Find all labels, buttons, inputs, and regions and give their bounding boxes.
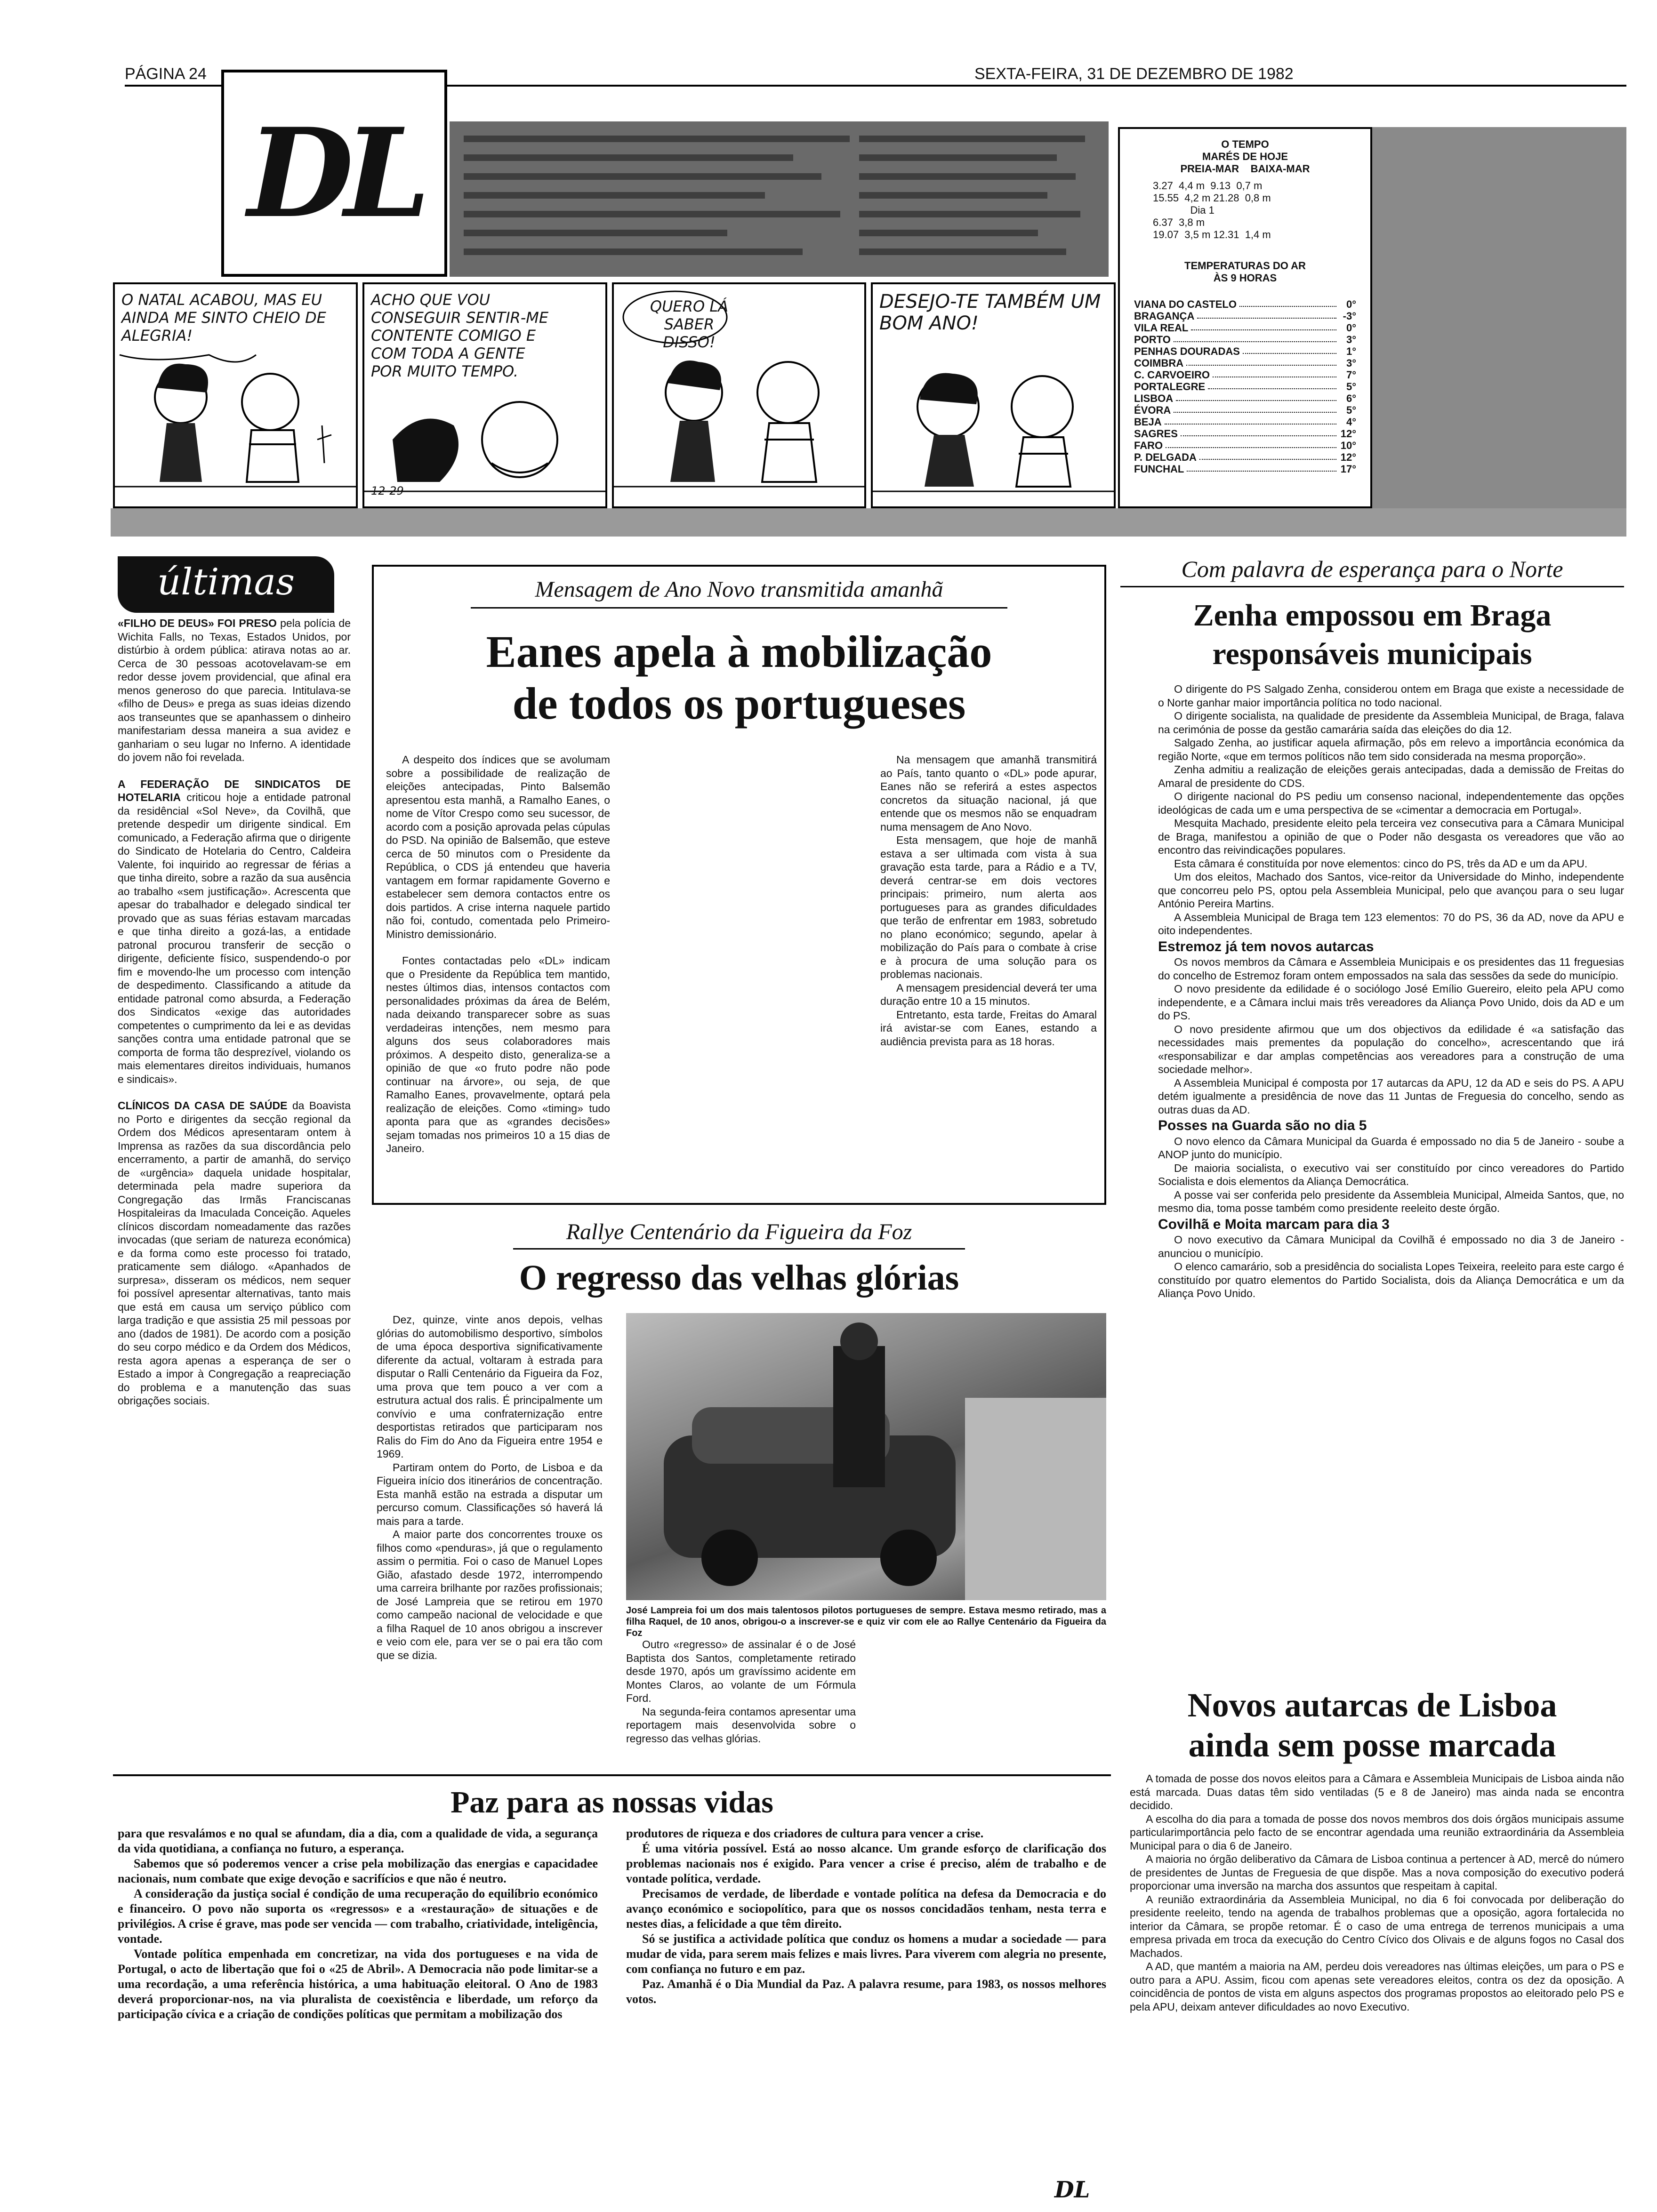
lisboa-paragraph: A reunião extraordinária da Assembleia Municipal, no dia 6 foi convocada por deliberação do presidente reeleito, tendo na agenda de trabalhos problemas que a oposição, agora fortalecida no interior da Câmara, se propõe retomar. É o caso de uma entrega de terrenos municipais a uma empresa privada em troca da execução do Centro Cívico dos Olivais e de alguns fogos no Casal dos Machados.	[1130, 1893, 1624, 1959]
lisboa-paragraph: A escolha do dia para a tomada de posse dos novos membros dos dois órgãos municipais assume particularimportância pelo facto de se encontrar agendada uma reunião extraordinária da Assembleia Municipal para o dia 6 de Janeiro.	[1130, 1812, 1624, 1852]
paz-paragraph: Só se justifica a actividade política que conduz os homens a mudar a sociedade — para mudar de vida, para serem mais felizes e mais livres. Para viverem com alegria no presente, com confiança no futuro e em paz.	[626, 1932, 1106, 1976]
lisboa-paragraph: A AD, que mantém a maioria na AM, perdeu dois vereadores nas últimas eleições, um para o PS e outro para a APU. Assim, ficou com apenas sete vereadores eleitos, contra os dez da oposição. A coincidência de pontos de vista em alguns aspectos dos programas propostos ao eleitorado pelo PS e pela APU, deixam antever dificuldades ao novo Executivo.	[1130, 1960, 1624, 2013]
lisboa-column	[1130, 1772, 1624, 2196]
zenha-paragraph: O novo executivo da Câmara Municipal da Covilhã é empossado no dia 3 de Janeiro - anunciou o município.	[1158, 1234, 1624, 1259]
weather-title: O TEMPO	[1221, 138, 1269, 150]
temp-row: C. CARVOEIRO 7°	[1134, 369, 1356, 381]
zenha-paragraph: O elenco camarário, sob a presidência do socialista Lopes Teixeira, reeleito para este cargo é constituído por quatro elementos do Partido Socialista, dois da Aliança Democrática e um da Aliança Povo Unido.	[1158, 1260, 1624, 1299]
paz-top-rule	[113, 1774, 1111, 1776]
eanes-paragraph: Fontes contactadas pelo «DL» indicam que o Presidente da República tem mantido, nestes últimos dias, intensos contactos com personalidades próximas da área de Belém, nada deixando transparecer sobre as suas verdadeiras intenções, nem mesmo para alguns dos seus colaboradores mais próximos. A despeito disto, generaliza-se a opinião de que «o fruto podre não pode continuar na árvore», ou seja, de que Ramalho Eanes, provavelmente, optará pela realização de eleições. Como «timing» tudo aponta para que as «grandes decisões» sejam tomadas nos primeiros 10 a 15 dias de Janeiro.	[386, 954, 610, 1154]
temp-row: BEJA 4°	[1134, 416, 1356, 428]
temp-row: PENHAS DOURADAS 1°	[1134, 345, 1356, 357]
temp-row: ÉVORA 5°	[1134, 404, 1356, 416]
tide-row: 3.27 4,4 m 9.13 0,7 m	[1153, 180, 1263, 192]
zenha-kicker: Com palavra de esperança para o Norte	[1181, 556, 1563, 582]
paz-col-1	[118, 1826, 598, 2203]
paz-paragraph: A consideração da justiça social é condição de uma recuperação do equilíbrio económico e financeiro. O povo não suporta os «regressos» e a «restauração» de situações e de privilégios. A crise é grave, mas pode ser vencida — com trabalho, criatividade, inteligência, vontade.	[118, 1887, 598, 1946]
temp-row: VILA REAL 0°	[1134, 322, 1356, 334]
rallye-paragraph: Outro «regresso» de assinalar é o de José Baptista dos Santos, completamente retirado desde 1970, após um gravíssimo acidente em Montes Claros, ao volante de um Fórmula Ford.	[626, 1638, 856, 1704]
temp-row: BRAGANÇA -3°	[1134, 310, 1356, 322]
temps-list	[1134, 298, 1356, 475]
zenha-paragraph: O novo presidente afirmou que um dos objectivos da edilidade é «a satisfação das necessidades mais prementes da população do concelho», acrescentando que irá «responsabilizar e dar amplas competências aos vereadores para a construção de uma sociedade melhor».	[1158, 1023, 1624, 1075]
zenha-headline-2: responsáveis municipais	[1212, 637, 1532, 671]
tide-row: 15.55 4,2 m 21.28 0,8 m	[1153, 192, 1271, 204]
eanes-paragraph: A mensagem presidencial deverá ter uma duração entre 10 a 15 minutos.	[880, 981, 1097, 1007]
masthead-logo	[221, 70, 447, 277]
zenha-paragraph: A posse vai ser conferida pelo presidente da Assembleia Municipal, Almeida Santos, que, no mesmo dia, toma posse também como presidente reeleito deste órgão.	[1158, 1188, 1624, 1214]
paz-paragraph: Paz. Amanhã é o Dia Mundial da Paz. A palavra resume, para 1983, os nossos melhores votos.	[626, 1977, 1106, 2006]
masthead-info-block	[450, 121, 1109, 277]
zenha-paragraph: O novo elenco da Câmara Municipal da Guarda é empossado no dia 5 de Janeiro - soube a ANOP junto do município.	[1158, 1135, 1624, 1161]
rallye-photo-shapes	[626, 1313, 1106, 1600]
zenha-paragraph: O dirigente do PS Salgado Zenha, considerou ontem em Braga que existe a necessidade de o Norte ganhar maior importância política no todo nacional.	[1158, 683, 1624, 709]
eanes-headline-1: Eanes apela à mobilização	[486, 626, 992, 677]
comic-panel-4	[871, 282, 1116, 508]
paz-col-2	[626, 1826, 1106, 2174]
temps-title: TEMPERATURAS DO AR	[1184, 260, 1306, 272]
eanes-kicker: Mensagem de Ano Novo transmitida amanhã	[535, 577, 943, 602]
zenha-paragraph: Salgado Zenha, ao justificar aquela afirmação, pôs em relevo a importância económica da região Norte, «que em termos políticos não tem sido considerada na mesma proporção».	[1158, 737, 1624, 762]
rallye-headline: O regresso das velhas glórias	[519, 1258, 959, 1298]
eanes-col-2	[880, 753, 1097, 1195]
zenha-column	[1158, 682, 1624, 1666]
zenha-subhead-estremoz: Estremoz já tem novos autarcas	[1158, 938, 1374, 954]
ultimas-lead-2: A FEDERAÇÃO DE SINDICATOS DE HOTELARIA	[118, 777, 351, 803]
tides-table	[1153, 180, 1356, 241]
rallye-paragraph: A maior parte dos concorrentes trouxe os filhos como «penduras», já que o regulamento assim o permitia. Foi o caso de Manuel Lopes Gião, afastado desde 1972, interrompendo uma carreira brilhante por razões profissionais; de José Lampreia que se retirou em 1970 como campeão nacional de velocidade e que a filha Raquel de 10 anos obrigou a inscrever e veio com ele, para ver se o pai era tão com que se dizia.	[377, 1528, 603, 1661]
zenha-paragraph: De maioria socialista, o executivo vai ser constituído por cinco vereadores do Partido Socialista e dois elementos da Aliança Democrática.	[1158, 1162, 1624, 1187]
rallye-paragraph: Partiram ontem do Porto, de Lisboa e da Figueira início dos itinerários de concentração. Esta manhã estão na estrada a disputar um percurso comum. Classificações só haverá lá mais para a tarde.	[377, 1461, 603, 1527]
tides-columns: PREIA-MAR BAIXA-MAR	[1180, 163, 1310, 175]
comic-date: 12-29	[371, 484, 404, 497]
temp-row: P. DELGADA 12°	[1134, 451, 1356, 463]
comic-balloon-1: O NATAL ACABOU, MAS EU AINDA ME SINTO CHEIO DE ALEGRIA!	[121, 291, 326, 345]
temp-row: PORTALEGRE 5°	[1134, 381, 1356, 393]
temp-row: SAGRES 12°	[1134, 428, 1356, 440]
eanes-kicker-rule	[471, 607, 1007, 609]
comic-balloon-3: QUERO LÁ SABER DISSO!	[650, 297, 729, 351]
ultimas-text-2: criticou hoje a entidade patronal da residêncial «Sol Neve», da Covilhã, que pretende despedir um dirigente sindical. Em comunicado, a Federação afirma que o dirigente do Sindicato de Hotelaria do Centro, Caldeira Valente, foi inquirido ao regressar de férias a que tinha direito, sobre a razão da sua ausência ao trabalho «sem justificação». Acrescenta que apesar do trabalhador e delegado sindical ter provado que as suas férias estavam marcadas e que tinha direito a gozá-las, a entidade patronal procurou transferir de secção o dirigente, deficiente físico, suspendendo-o por fim e movendo-lhe um processo com intenção de despedimento. Classificando a atitude da entidade patronal como absurda, a Federação dos Sindicatos «exige das autoridades competentes o cumprimento da lei e as devidas sanções contra uma entidade patronal que se comporta de forma tão desprezível, violando os mais elementares direitos individuais, humanos e sindicais».	[118, 791, 351, 1085]
eanes-headline-2: de todos os portugueses	[512, 678, 966, 729]
temp-row: LISBOA 6°	[1134, 393, 1356, 404]
page-date: SEXTA-FEIRA, 31 DE DEZEMBRO DE 1982	[974, 65, 1294, 83]
eanes-paragraph: Entretanto, esta tarde, Freitas do Amaral irá avistar-se com Eanes, estando a audiência prevista para as 18 horas.	[880, 1008, 1097, 1048]
tide-row: 19.07 3,5 m 12.31 1,4 m	[1153, 229, 1271, 240]
zenha-subhead-covilha: Covilhã e Moita marcam para dia 3	[1158, 1216, 1390, 1232]
temps-subtitle: ÀS 9 HORAS	[1213, 272, 1277, 284]
temp-row: VIANA DO CASTELO 0°	[1134, 298, 1356, 310]
rallye-photo	[626, 1313, 1106, 1600]
weather-box	[1118, 127, 1372, 508]
temp-row: PORTO 3°	[1134, 334, 1356, 345]
ultimas-title: últimas	[118, 556, 334, 613]
temp-row: FUNCHAL 17°	[1134, 463, 1356, 475]
tides-title: MARÉS DE HOJE	[1202, 151, 1288, 162]
paz-signature-logo: DL	[1054, 2177, 1090, 2203]
lisboa-headline-1: Novos autarcas de Lisboa	[1187, 1686, 1557, 1724]
zenha-paragraph: Um dos eleitos, Machado dos Santos, vice-reitor da Universidade do Minho, independente que concorreu pelo PS, optou pela Assembleia Municipal, pelo que avançou para o seu lugar António Pereira Martins.	[1158, 871, 1624, 910]
zenha-paragraph: Os novos membros da Câmara e Assembleia Municipais e os presidentes das 11 freguesias do concelho de Estremoz foram ontem empossados na sala das sessões da sede do município.	[1158, 956, 1624, 982]
page-number: PÁGINA 24	[125, 65, 207, 83]
rallye-photo-caption: José Lampreia foi um dos mais talentosos pilotos portugueses de sempre. Estava mesmo retirado, mas a filha Raquel, de 10 anos, obrigou-o a inscrever-se e quiz vir com ele ao Rallye Centenário da Figueira da Foz	[626, 1605, 1106, 1638]
zenha-paragraph: Esta câmara é constituída por nove elementos: cinco do PS, três da AD e um da APU.	[1174, 857, 1588, 870]
zenha-paragraph: Mesquita Machado, presidente eleito pela terceira vez consecutiva para a Câmara Municipal de Braga, manifestou a opinião de que o Poder não desgasta os vereadores que vão ao encontro das reivindicações populares.	[1158, 817, 1624, 856]
lisboa-paragraph: A maioria no órgão deliberativo da Câmara de Lisboa continua a pertencer à AD, mercê do número de presidentes de Juntas de Freguesia de que dispõe. Mas a nova composição do executivo poderá proporcionar uma inversão na marcha dos assuntos que respeitam à capital.	[1130, 1853, 1624, 1892]
zenha-paragraph: A Assembleia Municipal é composta por 17 autarcas da APU, 12 da AD e seis do PS. A APU detém igualmente a presidência de nove das 11 Juntas de Freguesia do concelho, sendo as outras duas da AD.	[1158, 1076, 1624, 1116]
lisboa-headline-2: ainda sem posse marcada	[1188, 1726, 1556, 1764]
zenha-subhead-guarda: Posses na Guarda são no dia 5	[1158, 1118, 1367, 1133]
dl-logo: DL	[247, 101, 421, 245]
comic-panel-1	[113, 282, 358, 508]
zenha-kicker-rule	[1120, 586, 1624, 587]
lisboa-paragraph: A tomada de posse dos novos eleitos para a Câmara e Assembleia Municipais de Lisboa ainda não está marcada. Duas datas têm sido ventiladas (5 e 8 de Janeiro) mas ainda nada se encontra decidido.	[1130, 1772, 1624, 1811]
comic-panel-2	[362, 282, 607, 508]
ultimas-lead-1: «FILHO DE DEUS» FOI PRESO	[118, 617, 277, 629]
rallye-kicker-rule	[513, 1248, 965, 1250]
eanes-paragraph: Esta mensagem, que hoje de manhã estava a ser ultimada com vista à sua gravação esta tarde, para a Rádio e a TV, deverá centrar-se em dois vectores principais: primeiro, num alerta aos portugueses para as grandes dificuldades que terão de enfrentar em 1983, sobretudo no plano económico; segundo, apelar à mobilização do País para o combate à crise e à procura de uma solução para os problemas nacionais.	[880, 834, 1097, 980]
rallye-col-1	[377, 1313, 603, 1765]
paz-headline: Paz para as nossas vidas	[450, 1785, 773, 1819]
ultimas-column	[118, 617, 351, 1774]
rallye-col-2	[626, 1638, 1106, 1770]
eanes-paragraph: Na mensagem que amanhã transmitirá ao País, tanto quanto o «DL» pode apurar, Eanes não se referirá a estes aspectos concretos da situação nacional, já que entende que os mesmos não se enquadram numa mensagem de Ano Novo.	[880, 753, 1097, 833]
paz-paragraph: Vontade política empenhada em concretizar, na vida dos portugueses e na vida de Portugal, o acto de libertação que foi o «25 de Abril». A Democracia não pode limitar-se a uma recordação, a uma referência histórica, a uma habituação eleitoral. O Ano de 1983 deverá proporcionar-nos, na via pluralista de coexistência e liberdade, um reforço da participação cívica e a criação de condições políticas que permitam a mobilização dos	[118, 1947, 598, 2021]
comic-balloon-2: ACHO QUE VOU CONSEGUIR SENTIR-ME CONTENTE COMIGO E COM TODA A GENTE POR MUITO TEMPO.	[371, 291, 549, 380]
ultimas-lead-3: CLÍNICOS DA CASA DE SAÚDE	[118, 1099, 288, 1112]
eanes-paragraph: A despeito dos índices que se avolumam sobre a possibilidade de realização de eleições antecipadas, Pinto Balsemão apresentou esta manhã, a Ramalho Eanes, o nome de Vítor Crespo como seu sucessor, de acordo com a posição aprovada pelas cúpulas do PSD. Na opinião de Balsemão, que esteve cerca de 50 minutos com o Presidente da República, o CDS já entendeu que haveria vantagem em formar rapidamente Governo e estabelecer sem demora contactos entre os dois partidos. A crise interna naquele partido não foi, contudo, comentada pelo Primeiro-Ministro demissionário.	[386, 753, 610, 940]
banner-bottom-shade	[111, 508, 1626, 537]
zenha-headline-1: Zenha empossou em Braga	[1193, 598, 1552, 633]
comic-panel-3	[612, 282, 866, 508]
paz-paragraph: Precisamos de verdade, de liberdade e vontade política na defesa da Democracia e do avanço económico e sociopolítico, para que os nossos concidadãos tenham, nesta terra e nestes dias, a felicidade a que têm direito.	[626, 1887, 1106, 1931]
paz-paragraph: produtores de riqueza e dos criadores de cultura para vencer a crise.	[626, 1827, 984, 1840]
comic-balloon-4: DESEJO-TE TAMBÉM UM BOM ANO!	[879, 291, 1101, 334]
rallye-paragraph: Na segunda-feira contamos apresentar uma reportagem mais desenvolvida sobre o regresso das velhas glórias.	[626, 1705, 856, 1745]
eanes-col-1	[386, 753, 857, 1195]
zenha-paragraph: Zenha admitiu a realização de eleições gerais antecipadas, dada a demissão de Freitas do Amaral de presidente do CDS.	[1158, 763, 1624, 789]
zenha-paragraph: O novo presidente da edilidade é o sociólogo José Emílio Guereiro, eleito pela APU como independente, e a Câmara inclui mais três vereadores da Aliança Povo Unido, dois da AD e um do PS.	[1158, 983, 1624, 1022]
zenha-paragraph: O dirigente socialista, na qualidade de presidente da Assembleia Municipal, de Braga, falava na cerimónia de posse da gestão camarária saída das eleições do dia 12.	[1158, 710, 1624, 736]
zenha-paragraph: A Assembleia Municipal de Braga tem 123 elementos: 70 do PS, 36 da AD, nove da APU e oito independentes.	[1158, 911, 1624, 937]
tide-row: 6.37 3,8 m	[1153, 216, 1205, 228]
rallye-paragraph: Dez, quinze, vinte anos depois, velhas glórias do automobilismo desportivo, símbolos de uma época desportiva significativamente diferente da actual, voltaram à estrada para disputar o Ralli Centenário da Figueira da Foz, uma prova que tem pouco a ver com a estrutura actual dos ralis. É principalmente um convívio e uma confraternização entre desportistas retirados que participaram nos Ralis do Fim do Ano da Figueira entre 1954 e 1969.	[377, 1314, 603, 1460]
temp-row: FARO 10°	[1134, 440, 1356, 451]
paz-paragraph: É uma vitória possível. Está ao nosso alcance. Um grande esforço de clarificação dos problemas nacionais nos é exigido. Para vencer a crise é preciso, além de trabalho e de vontade política, verdade.	[626, 1842, 1106, 1885]
ultimas-text-3: da Boavista no Porto e dirigentes da secção regional da Ordem dos Médicos apresentaram ontem à Imprensa as razões da sua discordância pelo encerramento, a partir de amanhã, do serviço de «urgência» daquela unidade hospitalar, determinada pela madre superiora da Congregação das Irmãs Franciscanas Hospitaleiras da Imaculada Conceição. Aqueles clínicos discordam nomeadamente das razões invocadas (que seriam de natureza económica) e da forma como este processo foi tratado, praticamente sem diálogo. «Apanhados de surpresa», disseram os médicos, nem sequer foi possível apresentar alternativas, tanto mais que está em causa um serviço público com larga tradição e que assistia 25 mil pessoas por ano (dados de 1981). De acordo com a posição do seu corpo médico e da Ordem dos Médicos, resta agora apenas a esperança de ser o Estado a impor à Congregação a reapreciação do problema e a manutenção das suas obrigações sociais.	[118, 1099, 351, 1407]
zenha-paragraph: O dirigente nacional do PS pediu um consenso nacional, independentemente das opções ideológicas de cada um e uma perspectiva de se «cimentar a democracia em Portugal».	[1158, 790, 1624, 816]
weather-side-shade	[1372, 127, 1626, 508]
rallye-kicker: Rallye Centenário da Figueira da Foz	[566, 1219, 912, 1244]
tide-row: Dia 1	[1153, 204, 1215, 216]
paz-paragraph: para que resvalámos e no qual se afundam, dia a dia, com a qualidade de vida, a segurança da vida quotidiana, a confiança no futuro, a esperança.	[118, 1827, 598, 1855]
paz-paragraph: Sabemos que só poderemos vencer a crise pela mobilização das energias e capacidadee nacionais, num combate que exige devoção e sacrifícios e que não é neutro.	[118, 1857, 598, 1885]
temp-row: COIMBRA 3°	[1134, 357, 1356, 369]
ultimas-text-1: pela polícia de Wichita Falls, no Texas, Estados Unidos, por distúrbio à ordem pública: atirava notas ao ar. Cerca de 30 pessoas acotovelavam-se em redor desse jovem providencial, que afinal era menos generoso do que parecia. Intitulava-se «filho de Deus» e prega as suas ideias dizendo aos transeuntes que se apanhassem o dinheiro manifestariam dessa maneira a sua avidez e ganhariam o seu lugar no Inferno. A identidade do jovem não foi revelada.	[118, 617, 351, 763]
